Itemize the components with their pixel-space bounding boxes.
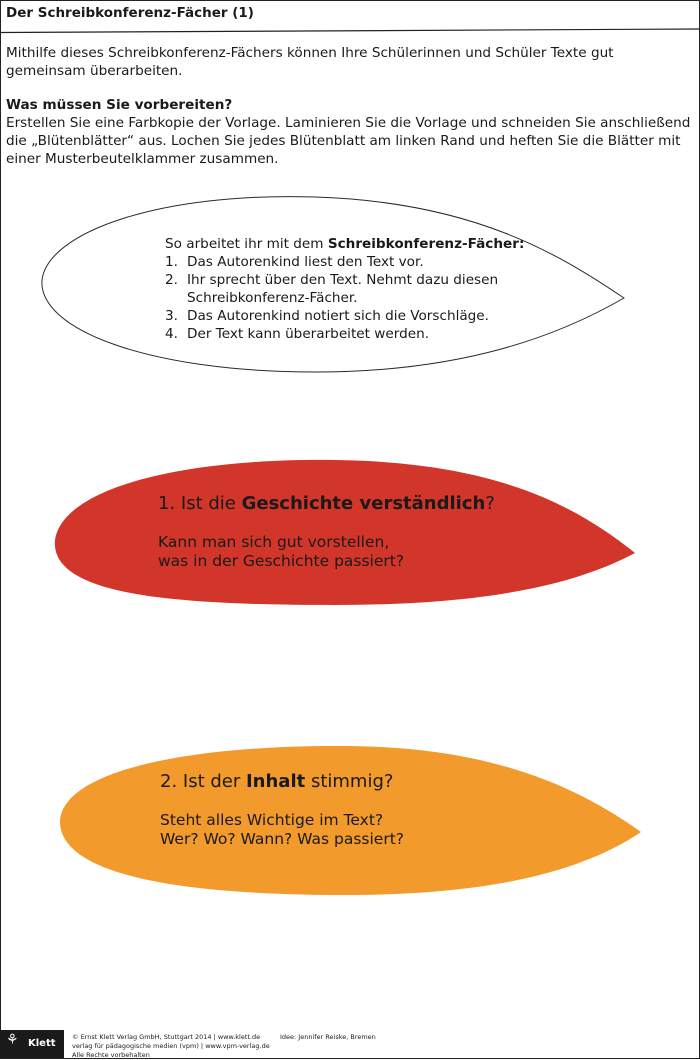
petal-red-description: Kann man sich gut vorstellen, was in der Geschichte passiert?: [158, 533, 405, 570]
klett-logo-icon: ⚘: [6, 1032, 19, 1048]
info-intro: So arbeitet ihr mit dem Schreibkonferenz-Fächer:: [165, 236, 525, 252]
preparation-text: Erstellen Sie eine Farbkopie der Vorlage. Laminieren Sie die Vorlage und schneiden Sie anschließend die „Blütenblätter“ aus. Lochen Sie jedes Blütenblatt am linken Rand und heften Sie die Blätter mit einer Musterbeutelklammer zusammen.: [6, 115, 691, 167]
petal-red-heading: 1. Ist die Geschichte verständlich?: [158, 493, 495, 514]
list-item: 3. Das Autorenkind notiert sich die Vorschläge.: [165, 308, 489, 324]
info-petal-text: [165, 235, 525, 343]
copyright-block: © Ernst Klett Verlag GmbH, Stuttgart 2014 | www.klett.de verlag für pädagogische medien (vpm) | www.vpm-verlag.de Alle Rechte vorbehalten: [72, 1033, 270, 1059]
petal-orange-text: [160, 771, 404, 849]
petal-orange-description: Steht alles Wichtige im Text? Wer? Wo? Wann? Was passiert?: [160, 811, 405, 848]
page-title: Der Schreibkonferenz-Fächer (1): [6, 5, 254, 21]
petal-orange-heading: 2. Ist der Inhalt stimmig?: [160, 771, 394, 792]
footer: [0, 1020, 700, 1059]
steps-list: [165, 253, 525, 343]
logo-text: Klett: [28, 1038, 56, 1049]
intro-text: Mithilfe dieses Schreibkonferenz-Fächers können Ihre Schülerinnen und Schüler Texte gut gemeinsam überarbeiten.: [6, 45, 614, 79]
list-item: 1. Das Autorenkind liest den Text vor.: [165, 254, 424, 270]
author-credit: Idee: Jennifer Reiske, Bremen: [280, 1033, 376, 1041]
preparation-heading: Was müssen Sie vorbereiten?: [6, 97, 233, 113]
list-item: 4. Der Text kann überarbeitet werden.: [165, 326, 430, 342]
petal-red-text: [158, 493, 495, 571]
list-item: 2. Ihr sprecht über den Text. Nehmt dazu diesen Schreibkonferenz-Fächer.: [165, 272, 499, 306]
klett-logo: [0, 1030, 64, 1058]
